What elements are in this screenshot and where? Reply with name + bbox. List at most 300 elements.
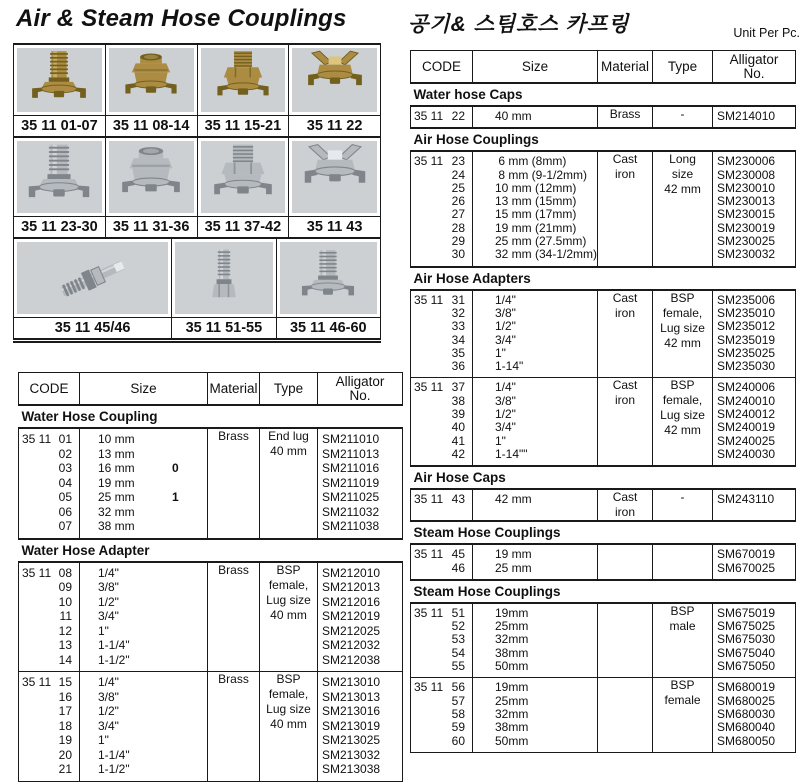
alligator-no: SM235010 [717,305,776,320]
product-group-row [19,428,403,539]
claw-female-coupling-icon [115,48,187,112]
alligator-block [713,378,795,465]
alligator-no: SM211038 [322,519,380,533]
material-cell [598,603,653,678]
section-title: Water hose Caps [411,83,796,106]
size-block [473,107,597,127]
code-cell [19,562,80,672]
product-group-row [411,378,796,466]
alligator-no: SM675030 [717,632,776,647]
section-title-row [411,128,796,151]
code-suffix: 02 [58,446,72,461]
code-line [19,748,79,763]
alligator-no: SM675025 [717,619,776,634]
code-line [411,235,472,248]
product-group-row [19,562,403,672]
alligator-no: SM230010 [717,180,776,195]
section-title: Steam Hose Couplings [411,580,796,603]
size-value: 3/8" [98,689,119,704]
code-suffix: 25 [451,180,465,195]
code-line [19,609,79,624]
alligator-no: SM240019 [717,420,776,435]
code-line [411,548,472,561]
code-suffix: 42 [451,446,465,461]
code-line [411,647,472,660]
size-value: 1" [495,345,506,360]
code-cell [411,378,473,466]
product-photo [17,48,102,112]
claw-cap-icon [299,48,371,112]
code-suffix: 56 [451,680,465,695]
product-code-label: 35 11 23-30 [14,216,105,237]
size-block [80,429,207,538]
code-suffix: 60 [451,733,465,748]
product-code-label: 35 11 22 [289,115,380,136]
size-cell [80,428,208,539]
code-cell [411,678,473,752]
gallery-row [13,43,381,136]
product-photo [109,48,194,112]
code-suffix: 51 [451,605,465,620]
code-suffix: 57 [451,693,465,708]
product-photo [280,242,377,314]
size-value: 10 mm (12mm) [495,180,577,195]
product-group-row [411,544,796,580]
unit-note: Unit Per Pc. [733,26,800,40]
col-header-type [260,373,318,406]
double-barb-nipple-icon [17,242,168,314]
code-line [411,421,472,434]
product-group-row [411,106,796,128]
alligator-no: SM243110 [717,492,775,507]
section-title: Air Hose Couplings [411,128,796,151]
code-line [411,408,472,421]
claw-male-coupling-icon [207,48,279,112]
section-title: Water Hose Coupling [19,405,403,428]
section-title: Water Hose Adapter [19,539,403,562]
code-suffix: 38 [451,393,465,408]
gallery-cell [106,138,198,237]
alligator-no: SM670019 [717,547,776,562]
size-value: 1/2" [495,407,516,422]
size-value: 3/4" [495,332,516,347]
alligator-block [713,107,795,127]
product-group-row [411,603,796,678]
size-value: 1" [98,623,109,638]
size-value: 3/4" [98,718,119,733]
alligator-no: SM211010 [322,432,380,446]
size-value: 15 mm (17mm) [495,207,577,222]
code-suffix: 33 [451,319,465,334]
alligator-no: SM212032 [322,638,381,652]
code-block [411,545,472,579]
type-cell: BSP female, Lug size 42 mm [653,290,713,378]
code-suffix: 31 [451,292,465,307]
code-suffix: 21 [58,762,72,776]
code-cell [411,106,473,128]
size-value: 1-1/2" [98,652,130,667]
code-line [411,708,472,721]
size-value: 1/4" [495,380,516,395]
alligator-no-cell [318,428,403,539]
code-prefix: 35 11 [414,492,444,507]
size-cell [473,290,598,378]
alligator-no: SM213025 [322,733,381,747]
code-suffix: 34 [451,332,465,347]
alligator-no: SM213016 [322,704,381,718]
code-suffix: 05 [58,490,72,504]
claw-barb-coupling-icon [297,242,359,314]
size-value: 32mm [495,632,529,647]
alligator-no-cell [713,151,796,266]
gallery-cell [277,239,381,338]
size-value: 19 mm [495,547,532,562]
code-line [19,733,79,748]
code-line [19,432,79,447]
type-cell: Long size 42 mm [653,151,713,266]
alligator-no-cell [713,678,796,752]
gallery-cell [198,45,290,136]
size-value: 19mm [495,605,529,620]
product-code-label: 35 11 01-07 [14,115,105,136]
alligator-no-cell [713,290,796,378]
product-code-label: 35 11 31-36 [106,216,197,237]
size-cell [473,678,598,752]
air-steam-hose-table [410,50,796,753]
code-suffix: 19 [58,733,72,747]
code-block [411,378,472,465]
product-group-row [411,290,796,378]
size-value: 25 mm [98,490,135,504]
code-line [19,566,79,581]
size-cell [473,106,598,128]
col-header-code [411,51,473,84]
type-cell [653,544,713,580]
alligator-no: SM230025 [717,234,776,249]
alligator-no: SM212016 [322,594,381,609]
size-block [473,291,597,378]
code-block [411,604,472,677]
code-suffix: 22 [451,109,465,123]
code-cell [411,544,473,580]
code-line [19,519,79,534]
alligator-no: SM240012 [717,407,776,422]
code-line [411,155,472,168]
size-block [80,672,207,781]
code-suffix: 46 [451,560,465,575]
alligator-no: SM212010 [322,565,381,580]
code-prefix: 35 11 [414,680,444,695]
size-value: 38 mm [98,519,135,533]
size-value: 8 mm (9-1/2mm) [495,167,588,182]
alligator-no-cell [713,489,796,521]
size-value: 1/4" [98,565,119,580]
code-suffix: 39 [451,407,465,422]
section-title-row [411,267,796,290]
size-block [80,563,207,672]
code-line [19,490,79,505]
code-prefix: 35 11 [414,292,444,307]
code-cell [411,603,473,678]
code-line [411,435,472,448]
code-suffix: 54 [451,645,465,660]
code-cell [19,428,80,539]
material-cell: Cast iron [598,489,653,521]
code-prefix: 35 11 [414,380,444,395]
size-cell [473,544,598,580]
alligator-no: SM235030 [717,359,776,374]
alligator-no: SM213038 [322,762,381,776]
size-value: 1" [98,733,109,747]
alligator-no-cell [713,544,796,580]
alligator-block [713,545,795,579]
alligator-no: SM240010 [717,393,776,408]
code-suffix: 30 [451,247,465,262]
page-title-en: Air & Steam Hose Couplings [16,5,347,32]
size-value: 1/2" [98,594,119,609]
col-header-label: Alligator No. [729,51,779,81]
size-block [473,152,597,265]
code-line [411,294,472,307]
gallery-cell [172,239,276,338]
size-value: 50mm [495,733,529,748]
material-cell: Brass [208,428,260,539]
code-line [411,633,472,646]
size-value: 19mm [495,680,529,695]
code-line [19,653,79,668]
code-suffix: 18 [58,718,72,733]
alligator-no: SM212013 [322,580,381,594]
code-suffix: 15 [58,675,72,689]
code-suffix: 11 [59,609,72,623]
gallery-row [13,237,381,338]
code-line [411,222,472,235]
code-line [411,395,472,408]
code-prefix: 35 11 [414,605,444,620]
code-line [19,580,79,595]
code-line [411,607,472,620]
data-table [18,372,403,782]
code-prefix: 35 11 [22,565,52,580]
gallery-cell [289,138,381,237]
size-value: 1/2" [495,319,516,334]
code-block [19,429,79,538]
alligator-no-cell [713,106,796,128]
product-photo [201,141,286,213]
size-value: 32mm [495,706,529,721]
code-suffix: 41 [451,433,465,448]
alligator-no: SM211032 [322,504,380,519]
size-value: 38mm [495,720,529,735]
claw-cap-icon [297,141,373,213]
code-suffix: 12 [58,623,72,638]
code-line [411,360,472,373]
code-prefix: 35 11 [22,432,52,446]
material-cell: Cast iron [598,151,653,266]
claw-male-coupling-icon [205,141,281,213]
alligator-no: SM235006 [717,292,776,307]
code-line [411,320,472,333]
alligator-no: SM235019 [717,332,776,347]
size-cell [473,603,598,678]
size-value: 19 mm (21mm) [495,220,577,235]
code-block [19,563,79,672]
product-group-row [19,672,403,782]
size-value: 3/8" [495,393,516,408]
alligator-no: SM213019 [322,718,381,733]
page-title-ko: 공기& 스팀호스 카프링 [408,13,630,36]
code-cell [411,151,473,266]
alligator-no: SM212038 [322,652,381,667]
code-line [411,110,472,123]
code-line [19,704,79,719]
water-hose-table [18,372,403,782]
alligator-no: SM212025 [322,623,381,638]
code-prefix: 35 11 [22,675,52,689]
code-line [19,595,79,610]
barb-nipple-icon [193,242,255,314]
alligator-block [713,152,795,265]
product-code-label: 35 11 51-55 [172,317,275,338]
size-value: 3/8" [495,305,516,320]
claw-barb-coupling-icon [21,141,97,213]
section-title-row [411,466,796,489]
alligator-no: SM680025 [717,693,776,708]
alligator-no: SM240030 [717,446,776,461]
type-cell: End lug 40 mm [260,428,318,539]
code-suffix: 16 [58,689,72,704]
alligator-no: SM680030 [717,706,776,721]
col-header-material [208,373,260,406]
alligator-no: SM213010 [322,675,381,689]
col-header-label: Type [273,380,304,396]
code-cell [411,489,473,521]
type-cell: BSP female, Lug size 42 mm [653,378,713,466]
code-suffix: 09 [58,580,72,594]
gallery-cell [106,45,198,136]
size-value: 1/4" [98,675,119,689]
material-cell [598,678,653,752]
code-line [19,505,79,520]
code-line [19,690,79,705]
product-code-label: 35 11 08-14 [106,115,197,136]
code-line [411,169,472,182]
col-header-label: CODE [421,58,461,74]
alligator-no: SM230008 [717,167,776,182]
alligator-no-cell [318,562,403,672]
alligator-no: SM675040 [717,645,776,660]
alligator-no: SM212019 [322,609,381,623]
code-block [411,107,472,127]
code-block [19,672,79,781]
size-value: 6 mm (8mm) [495,154,567,169]
col-header-type [653,51,713,84]
gallery-cell [289,45,381,136]
alligator-no: SM675019 [717,605,776,620]
code-line [19,675,79,690]
product-gallery [13,43,381,343]
product-photo [292,141,377,213]
claw-barb-coupling-icon [23,48,95,112]
col-header-alligator-no- [318,373,403,406]
alligator-no: SM235025 [717,345,776,360]
size-value: 3/8" [98,580,119,594]
code-block [411,678,472,751]
col-header-size [473,51,598,84]
alligator-no: SM213013 [322,689,381,704]
code-line [19,447,79,462]
size-value: 13 mm [98,446,135,461]
alligator-no: SM670025 [717,560,776,575]
size-value: 25mm [495,693,529,708]
size-value: 32 mm [98,504,135,519]
code-line [19,762,79,777]
code-suffix: 55 [451,659,465,674]
product-group-row [411,151,796,266]
code-suffix: 28 [451,220,465,235]
size-value: 3/4" [98,609,119,623]
alligator-block [713,678,795,751]
size-value: 13 mm (15mm) [495,194,577,209]
code-suffix: 27 [451,207,465,222]
code-suffix: 08 [58,565,72,580]
gallery-cell [198,138,290,237]
alligator-no: SM680050 [717,733,776,748]
code-line [411,248,472,261]
alligator-no: SM680019 [717,680,776,695]
code-suffix: 40 [451,420,465,435]
size-value: 1-14"" [495,446,528,461]
code-line [411,660,472,673]
code-prefix: 35 11 [414,154,444,169]
col-header-label: Alligator No. [335,373,385,403]
alligator-no: SM211013 [322,446,380,461]
type-cell: BSP female, Lug size 40 mm [260,562,318,672]
code-suffix: 23 [451,154,465,169]
alligator-no: SM211019 [322,475,380,490]
code-suffix: 20 [58,747,72,762]
section-title-row [19,539,403,562]
code-line [411,195,472,208]
alligator-block [713,490,795,510]
alligator-no: SM240025 [717,433,776,448]
code-line [411,307,472,320]
code-suffix: 59 [451,720,465,735]
alligator-no: SM230019 [717,220,776,235]
col-header-label: Material [601,58,650,74]
code-suffix: 07 [58,519,72,533]
col-header-label: Type [667,58,698,74]
code-line [19,638,79,653]
code-suffix: 43 [451,492,465,507]
size-value: 40 mm [495,109,532,123]
code-suffix: 45 [451,547,465,562]
code-line [411,620,472,633]
size-block [473,545,597,579]
product-photo [109,141,194,213]
size-block [473,490,597,510]
code-suffix: 26 [451,194,465,209]
code-cell [411,290,473,378]
size-value: 1/4" [495,292,516,307]
material-cell: Brass [598,106,653,128]
alligator-no: SM240006 [717,380,776,395]
size-value: 1-1/4" [98,638,130,652]
code-line [411,334,472,347]
size-value: 1-14" [495,359,524,374]
code-suffix: 29 [451,234,465,249]
gallery-cell [13,138,106,237]
